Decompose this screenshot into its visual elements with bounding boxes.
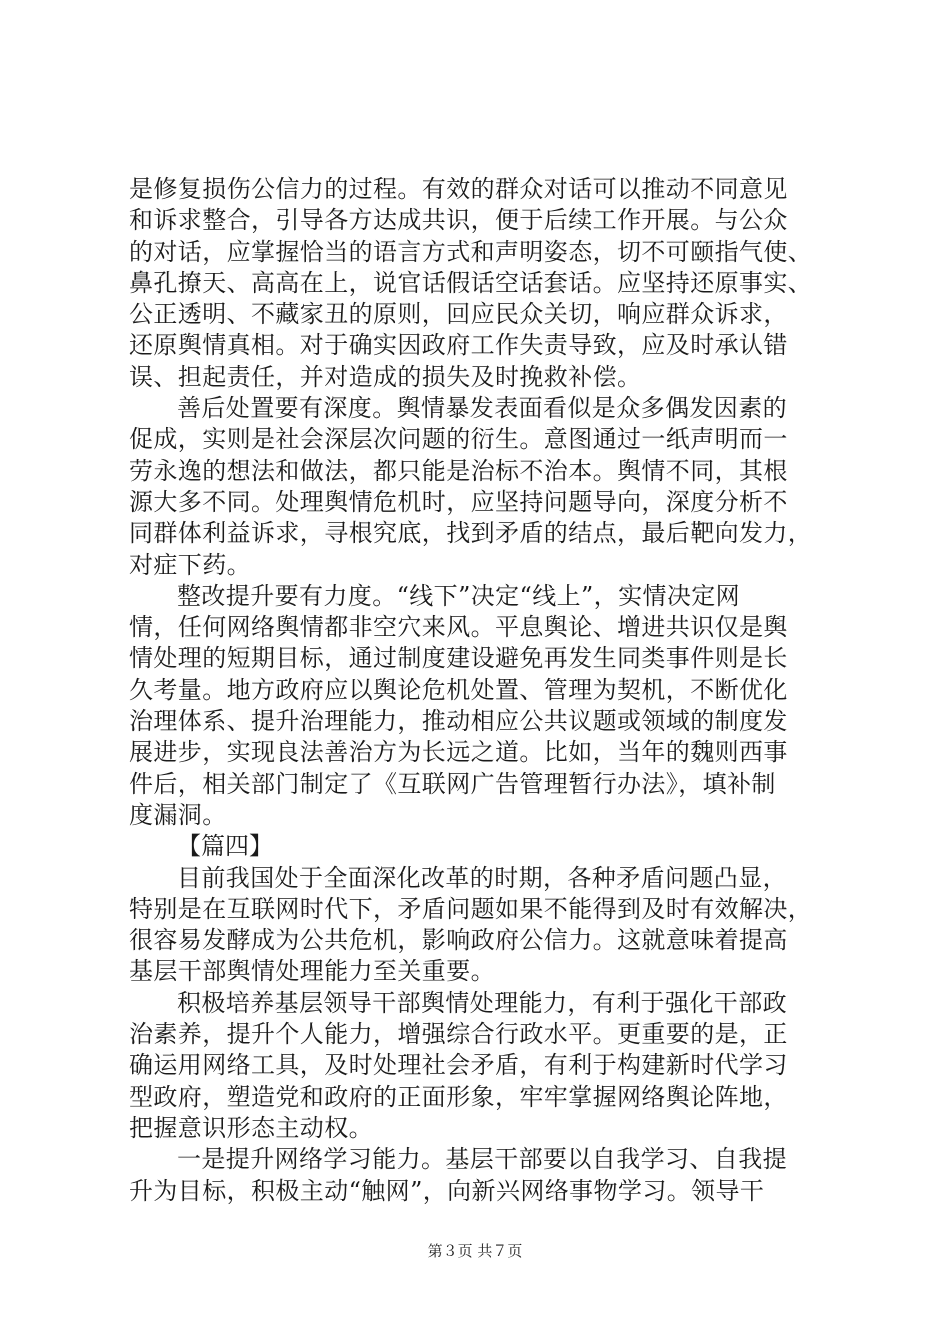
page-number: 第３页 共７页 [427,1242,523,1260]
text-line: 展进步，实现良法善治方为长远之道。比如，当年的魏则西事 [129,738,788,767]
text-line: 很容易发酵成为公共危机，影响政府公信力。这就意味着提高 [129,926,788,955]
text-line: 促成，实则是社会深层次问题的衍生。意图通过一纸声明而一 [129,425,788,454]
text-line: 型政府，塑造党和政府的正面形象，牢牢掌握网络舆论阵地， [129,1082,788,1111]
section-heading: 【篇四】 [177,832,273,861]
text-line: 善后处置要有深度。舆情暴发表面看似是众多偶发因素的 [177,394,787,423]
text-line: 还原舆情真相。对于确实因政府工作失责导致，应及时承认错 [129,331,788,360]
text-line: 治素养，提升个人能力，增强综合行政水平。更重要的是，正 [129,1020,788,1049]
text-line: 源大多不同。处理舆情危机时，应坚持问题导向，深度分析不 [129,487,788,516]
text-line: 确运用网络工具，及时处理社会矛盾，有利于构建新时代学习 [129,1051,788,1080]
text-line: 把握意识形态主动权。 [129,1113,373,1142]
text-line: 和诉求整合，引导各方达成共识，便于后续工作开展。与公众 [129,206,788,235]
text-line: 积极培养基层领导干部舆情处理能力，有利于强化干部政 [177,988,787,1017]
text-line: 公正透明、不藏家丑的原则，回应民众关切，响应群众诉求， [129,300,788,329]
text-line: 特别是在互联网时代下，矛盾问题如果不能得到及时有效解决， [129,894,813,923]
text-line: 一是提升网络学习能力。基层干部要以自我学习、自我提 [177,1145,787,1174]
text-line: 度漏洞。 [129,800,227,829]
text-line: 基层干部舆情处理能力至关重要。 [129,957,495,986]
text-line: 对症下药。 [129,550,251,579]
text-line: 误、担起责任，并对造成的损失及时挽救补偿。 [129,362,642,391]
document-body [129,174,829,1207]
text-line: 情，任何网络舆情都非空穴来风。平息舆论、增进共识仅是舆 [129,613,788,642]
text-line: 目前我国处于全面深化改革的时期，各种矛盾问题凸显， [177,863,787,892]
text-line: 是修复损伤公信力的过程。有效的群众对话可以推动不同意见 [129,175,788,203]
text-line: 鼻孔撩天、高高在上，说官话假话空话套话。应坚持还原事实、 [129,268,813,297]
text-line: 情处理的短期目标，通过制度建设避免再发生同类事件则是长 [129,644,788,673]
text-line: 件后，相关部门制定了《互联网广告管理暂行办法》，填补制 [129,769,776,798]
text-line: 劳永逸的想法和做法，都只能是治标不治本。舆情不同，其根 [129,456,788,485]
text-line: 久考量。地方政府应以舆论危机处置、管理为契机，不断优化 [129,675,788,704]
text-line: 的对话，应掌握恰当的语言方式和声明姿态，切不可颐指气使、 [129,237,813,266]
text-line: 升为目标，积极主动“触网”，向新兴网络事物学习。领导干 [129,1176,765,1205]
text-line: 同群体利益诉求，寻根究底，找到矛盾的结点，最后靶向发力， [129,519,813,548]
text-line: 治理体系、提升治理能力，推动相应公共议题或领域的制度发 [129,707,788,736]
text-line: 整改提升要有力度。“线下”决定“线上”，实情决定网 [177,581,741,610]
